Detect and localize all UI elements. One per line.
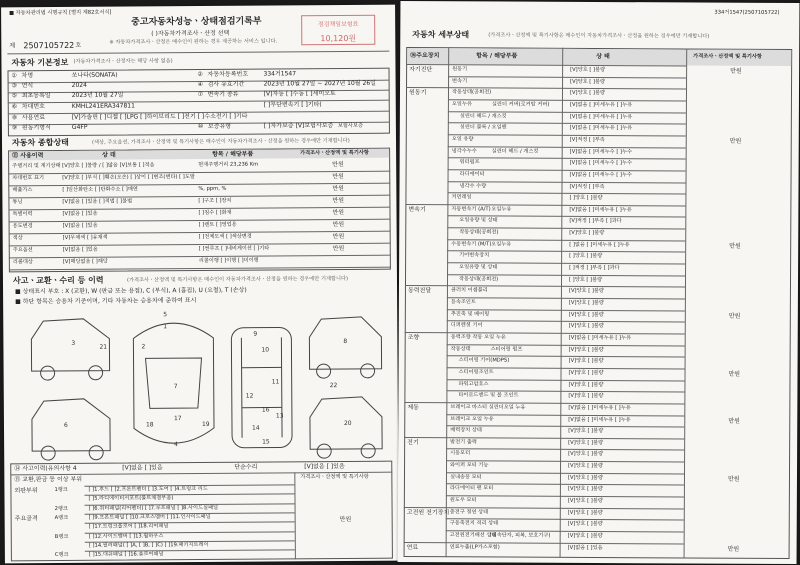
basic-row-value: [V]가솔린 [ ]디젤 [ ]LPG [ ]하이브리드 [ ]전기 [ ]수소전기 [ ]기타 (71, 112, 248, 121)
detail-row-item: 수동변속기 (M/T) (451, 240, 492, 248)
doc-no-label: 제 (9, 42, 16, 50)
basic-row-label: 차대번호 (21, 103, 45, 111)
basic-row-value-2: 2023년 10월 27일 ~ 2027년 10월 26일 (263, 79, 376, 88)
overall-row-item: [ ]침수 [ ]화재 (198, 209, 232, 217)
overall-heading: 자동차 종합상태 (11, 137, 69, 148)
detail-row-item: 충전구 절연 상태 (449, 508, 489, 516)
detail-price: 만원 (728, 417, 740, 425)
overall-row-price: 만원 (332, 244, 345, 253)
detail-row-part: 스티어링 펌프 (490, 346, 523, 353)
overall-row-label: 차대번호 표기 (12, 175, 44, 182)
detail-row-part: 오일유량 및 상태 (459, 264, 498, 271)
detail-row-status: [V]적정 [ ]부족 [ ]과다 (569, 218, 622, 225)
detail-row-status: [V]없음 [ ]미세누유 [ ]누유 (569, 113, 633, 120)
detail-row-part: (접속단자, 피복, 보호기구) (489, 532, 551, 539)
overall-row-label: 특별이력 (12, 211, 33, 218)
overall-row-status: [V]양호 [ ]부식 [ ]훼손(오손) [ ]상이 [ ]변조(변타) [ ]도말 (62, 174, 195, 181)
detail-row-status: [V]양호 [ ]불량 (567, 474, 603, 481)
detail-row-item: 오일누유 (451, 101, 472, 108)
detail-row-status: [V]없음 [ ]미세누유 [ ]누유 (569, 206, 632, 213)
basic-row-value-3: 보험사보증 (337, 122, 363, 130)
detail-row-item: 브레이크 오일 누유 (450, 415, 494, 422)
detail-row-item: 냉각수누수 (451, 147, 477, 154)
detail-row-status: [V]양호 [ ]불량 (568, 462, 604, 470)
overall-row-status: [V]없음 [ ]있음 (62, 246, 98, 253)
accident-note: (가격조사ㆍ산정액 및 특기사항은 매수인이 자동차가격조사ㆍ산정을 원하는 경우에만 기재합니다) (126, 275, 349, 284)
detail-row-part: 실린더 헤드 / 개스킷 (459, 112, 507, 120)
detail-row-item: 디퍼렌셜 기어 (450, 322, 483, 329)
overall-row-status: [V]해당없음 [ ]해당 (62, 258, 108, 265)
doc-no-suffix: 호 (75, 41, 82, 49)
detail-row-part: 기어변속장치 (459, 252, 490, 259)
diagram-part-number: 9 (253, 330, 258, 338)
detail-row-status: [V]양호 [ ]불량 (567, 486, 603, 493)
basic-row-label: 차명 (21, 72, 34, 80)
subtitle-note: ※ 자동차가격조사ㆍ산정은 매수인이 원하는 경우 제공하는 서비스 입니다. (109, 38, 278, 46)
accident-history-label: ⑭ 사고이력(유의사항 4 (14, 464, 77, 473)
diagram-part-number: 12 (245, 392, 254, 400)
overall-row-item: [ ]렌트 [ ]영업용 (198, 221, 237, 229)
exchange-group: 외판부위 (14, 487, 38, 495)
basic-row-number-2: ④ (197, 80, 204, 89)
detail-row-status: [V]적정 [ ]부족 (569, 183, 605, 190)
detail-row-group: 조향 (407, 333, 420, 341)
detail-row-status: [V]양호 [ ]불량 (568, 451, 604, 458)
detail-row-status: [V]없음 [ ]미세누유 [ ]누유 (569, 125, 633, 132)
overall-row-status: [V]없음 [ ]있음 [ ]적법 [ ]불법 (62, 198, 133, 205)
detail-row-status: [V]양호 [ ]불량 (568, 323, 604, 330)
overall-row-item: 현재주행거리 23,236 Km (198, 161, 259, 169)
overall-row-price: 만원 (332, 208, 345, 217)
detail-row-item: 연료누출(LP가스포함) (449, 543, 500, 551)
detail-row-group: 자기진단 (409, 66, 433, 74)
detail-row-part: 작동상태(공회전) (459, 229, 499, 236)
basic-row-label: 원동기형식 (21, 124, 51, 132)
diagram-part-number: 4 (174, 441, 178, 449)
simple-repair-label: 단순수리 (234, 463, 258, 471)
detail-row-status: [ ]없음 [ ]미세누유 [ ]누유 (569, 241, 630, 248)
overall-row-status: [V]무채색 [ ]유채색 (62, 234, 108, 241)
basic-row-label-2: 보증유형 (207, 122, 232, 130)
law-reference: ■ 자동차관리법 시행규칙 [별지 제82호서식] (9, 9, 112, 17)
exchange-items: [ ]6.쿼터패널(리어펜더) [ ]7.루프패널 [ ]8.사이드실패널 (88, 504, 219, 512)
diagram-part-number: 15 (262, 438, 270, 446)
detail-row-group: 원동기 (408, 89, 427, 97)
basic-row-number: ⑧ (11, 114, 18, 122)
detail-row-status: [V]없음 [ ]미세누수 [ ]누수 (569, 148, 633, 155)
detail-row-part: 오일누유 (491, 206, 512, 213)
inspection-record-page-2: 334거1547(2507105722) 자동차 세부상태 (가격조사ㆍ산정액 및 특기사항은 매수인이 자동차가격조사ㆍ산정을 원하는 경우에만 기재합니다) ⑯주요장치 항목 / 해당부품 상 태 가격조사ㆍ산정액 및 특기사항 자기진단 원동기 [V]양호 [ ]불량 변속기 [V]양호 [ ]불량 원동기 작동상태(공회전) [V]양호 [ ]불량 오일누유 실린더 커버(로커암 커버) [V]없음 [ ]미세누유 [ ]누유 실린더 헤드 / 개스킷 [V]없음 [ ]미세누유 [ ]누유 실린더 블록 / 오일팬 [V]없음 [ ]미세누유 [ ]누유 오일 유량 [V]적정 [ ]부족 냉각수누수 실린더 헤드 / 개스킷 [V]없음 [ ]미세누수 [ ]누수 워터펌프 [V]없음 [ ]미세누수 [ ]누수 라디에이터 [V]없음 [ ]미세누수 [ ]누수 냉각수 수량 [V]적정 [ ]부족 커먼레일 [ ]양호 [ ]불량 변속기 자동변속기 (A/T) 오일누유 [V]없음 [ ]미세누유 [ ]누유 오일유량 및 상태 [V]적정 [ ]부족 [ ]과다 작동상태(공회전) [V]양호 [ ]불량 수동변속기 (M/T) 오일누유 [ ]없음 [ ]미세누유 [ ]누유 기어변속장치 [ ]양호 [ ]불량 오일유량 및 상태 [ ]적정 [ ]부족 [ ]과다 작동상태(공회전) [ ]양호 [ ]불량 동력전달 클러치 어셈블리 [V]양호 [ ]불량 등속조인트 [V]양호 [ ]불량 추진축 및 베어링 [V]양호 [ ]불량 디퍼렌셜 기어 [V]양호 [ ]불량 조향 동력조향 작동 오일 누유 [V]없음 [ ]미세누유 [ ]누유 작동상태 스티어링 펌프 [V]양호 [ ]불량 스티어링 기어(MDPS) [V]양호 [ ]불량 스티어링조인트 [V]양호 [ ]불량 파워고압호스 [V]양호 [ ]불량 타이로드엔드 및 볼 조인트 [V]양호 [ ]불량 제동 브레이크 마스터 실린더오일 누유 [V]없음 [ ]미세누유 [ ]누유 브레이크 오일 누유 [V]없음 [ ]미세누유 [ ]누유 배력장치 상태 [V]양호 [ ]불량 전기 발전기 출력 [V]양호 [ ]불량 시동모터 [V]양호 [ ]불량 와이퍼 모터 기능 [V]양호 [ ]불량 실내송풍 모터 [V]양호 [ ]불량 라디에이터 팬 모터 [V]양호 [ ]불량 윈도우 모터 [V]양호 [ ]불량 고전원 전기장치 충전구 절연 상태 [V]양호 [ ]불량 구동축전지 격리 상태 [V]양호 [ ]불량 고전원전기배선 상태 (접속단자, 피복, 보호기구) [V]양호 [ ]불량 연료 연료누출(LP가스포함) [V]없음 [ ]있음 만원 만원 만원 만원 만원 만원 만원 만원 (398, 1, 800, 564)
exchange-group: 주요골격 (14, 515, 38, 523)
overall-row-price: 만원 (332, 172, 344, 181)
detail-row-part: 워터펌프 (459, 159, 480, 166)
accident-heading: 사고ㆍ교환ㆍ수리 등 이력 (12, 275, 104, 286)
overall-row-label: 배출가스 (12, 187, 33, 194)
corner-id: 334거1547(2507105722) (714, 9, 780, 16)
exchange-items: [ ]17.트렁크플로어 [ ]18.리어패널 (88, 523, 169, 530)
overall-row-status: [V]없음 [ ]있음 (62, 222, 98, 229)
diagram-part-number: 16 (261, 406, 270, 414)
exchange-items: [ ]5.라디에이터서포트(볼트체결부품) (88, 495, 174, 503)
detail-row-item: 작동상태 (450, 345, 471, 352)
basic-row-value: G4FP (71, 123, 88, 131)
diagram-part-number: 5 (163, 311, 168, 319)
detail-row-status: [V]양호 [ ]불량 (570, 78, 606, 85)
diagram-part-number: 11 (271, 378, 280, 386)
detail-row-item: 배력장치 상태 (450, 427, 482, 434)
basic-row-value: KMHL241ERA347811 (71, 102, 135, 110)
diagram-part-number: 17 (173, 415, 182, 423)
overall-row-status: [ ]일산화탄소 [ ]탄화수소 [ ]매연 (62, 186, 138, 193)
detail-row-group: 연료 (406, 543, 419, 551)
detail-row-part: 실린더 블록 / 오일팬 (459, 124, 507, 131)
diagram-part-number: 13 (275, 412, 284, 420)
detail-row-item: 오일 유량 (451, 136, 474, 143)
detail-row-status: [V]양호 [ ]불량 (567, 497, 603, 505)
basic-row-label-2: 변속기 종류 (207, 90, 239, 98)
overall-row-price: 만원 (332, 232, 345, 241)
detail-row-item: 브레이크 마스터 실린더오일 누유 (450, 404, 526, 411)
basic-row-label-2: 자동차등록번호 (207, 70, 249, 78)
detail-price: 만원 (729, 137, 742, 145)
detail-row-item: 와이퍼 모터 기능 (450, 462, 489, 469)
diagram-part-number: 2 (141, 343, 146, 351)
detail-row-item: 변속기 (452, 77, 468, 84)
detail-row-item: 등속조인트 (450, 299, 476, 306)
diagram-part-number: 22 (329, 382, 338, 390)
detail-price: 만원 (728, 312, 741, 320)
detail-row-status: [V]없음 [ ]미세누유 [ ]누유 (568, 334, 632, 342)
overall-row-item: [ ]구조 [ ]장치 (198, 197, 232, 205)
overall-row-label: 용도변경 (12, 223, 33, 230)
exchange-items: [ ]14.필러패널( [ ]A, [ ]B, [ ]C) [ ]19.패키지트레이 (88, 541, 209, 549)
diagram-part-number: 1 (163, 323, 168, 331)
exchange-items: [ ]12.사이드멤버 [ ]13.휠하우스 (88, 532, 164, 540)
detail-price: 만원 (729, 242, 741, 250)
exchange-items: [ ]1.후드 [ ]2.프론트펜더 [ ]3.도어 [ ]4.트렁크 리드 (88, 485, 208, 493)
detail-row-part: 파워고압호스 (458, 380, 489, 387)
basic-row-number: ⑥ (11, 103, 18, 111)
overall-row-status: [V]양호 [ ]불량 / [ ]많음 [V]보통 [ ]적음 (62, 162, 155, 169)
detail-price: 만원 (727, 545, 740, 553)
detail-row-group: 동력전달 (407, 287, 432, 295)
detail-row-item: 실내송풍 모터 (449, 473, 482, 481)
detail-row-status: [V]양호 [ ]불량 (570, 66, 606, 74)
overall-row-item: [ ]전체도색 [ ]색상변경 (198, 233, 252, 241)
detail-row-part: 타이로드엔드 및 볼 조인트 (458, 392, 519, 399)
basic-row-label: 연식 (21, 82, 34, 90)
basic-info-note: (자동차가격조사ㆍ산정자는 해당 사항 없음) (73, 58, 173, 65)
detail-row-status: [V]양호 [ ]불량 (568, 346, 604, 353)
basic-row-number-2: ⑦ (197, 90, 204, 99)
detail-row-item: 구동축전지 격리 상태 (449, 520, 499, 527)
detail-row-item: 작동상태(공회전) (451, 89, 492, 96)
detail-row-status: [V]없음 [ ]미세누수 [ ]누수 (569, 160, 633, 167)
detail-row-status: [V]양호 [ ]불량 (568, 381, 604, 388)
exchange-rank: 2랭크 (54, 505, 68, 512)
diagram-part-number: 7 (173, 383, 178, 391)
exchange-items: [ ]9.프론트패널 [ ]10.크로스멤버 [ ]11.인사이드패널 (88, 513, 211, 521)
detail-row-part: 오일누유 (491, 241, 512, 248)
car-diagram (13, 307, 390, 462)
detail-row-status: [V]양호 [ ]불량 (567, 509, 603, 516)
detail-row-status: [V]양호 [ ]불량 (568, 311, 604, 318)
diagram-part-number: 14 (251, 424, 260, 432)
overall-row-price: 만원 (332, 196, 345, 205)
detail-row-item: 클러치 어셈블리 (450, 287, 488, 294)
detail-row-part: 냉각수 수량 (459, 182, 487, 189)
detail-row-item: 윈도우 모터 (449, 497, 477, 504)
detail-row-status: [V]양호 [ ]불량 (568, 427, 604, 435)
detail-row-group: 전기 (407, 438, 419, 446)
overall-row-label: 주요옵션 (12, 247, 33, 254)
exchange-rank: B랭크 (54, 533, 69, 540)
detail-row-status: [V]양호 [ ]불량 (568, 393, 604, 400)
detail-price: 만원 (730, 67, 742, 75)
detail-row-group: 고전원 전기장치 (406, 508, 450, 516)
detail-row-part: 작동상태(공회전) (459, 275, 499, 283)
exchange-label: ⑮ 교환,판금 등 이상 부위 (14, 475, 83, 484)
status-legend: ■ 상태표시 부호 : X (교환), W (판금 또는 용접), C (부식), A (흠집), U (요철), T (손상) (15, 286, 247, 296)
detail-row-status: [V]양호 [ ]불량 (568, 439, 604, 446)
detail-row-status: [V]양호 [ ]불량 (568, 299, 604, 307)
form-subtitle: ( )자동차가격조사ㆍ산정 선택 (151, 29, 230, 38)
detail-note: (가격조사ㆍ산정액 및 특기사항은 매수인이 자동차가격조사ㆍ산정을 원하는 경우에만 기재합니다) (488, 32, 710, 40)
basic-row-number: ③ (11, 82, 18, 90)
detail-row-status: [V]없음 [ ]미세누유 [ ]누유 (568, 416, 631, 423)
exchange-rank: C랭크 (54, 552, 69, 559)
detail-row-status: [V]없음 [ ]미세누수 [ ]누수 (569, 171, 632, 179)
detail-row-status: [V]양호 [ ]불량 (568, 369, 604, 376)
exchange-rank: 1랭크 (54, 486, 68, 494)
basic-row-label: 사용연료 (21, 114, 46, 122)
detail-row-status: [ ]양호 [ ]불량 (569, 253, 603, 260)
detail-row-status: [V]양호 [ ]불량 (569, 229, 605, 237)
diagram-part-number: 19 (201, 420, 210, 428)
inspection-record-page-1: ■ 자동차관리법 시행규칙 [별지 제82호서식] 중고자동차성능ㆍ상태점검기록부 ( )자동차가격조사ㆍ산정 선택 ※ 자동차가격조사ㆍ산정은 매수인이 원하는 경우 제공하는 서비스 입니다. 점검책임보험료 10,120원 제 2507105722 호 자동차 기본정보 (자동차가격조사ㆍ산정자는 해당 사항 없음) 자동차 종합상태 (색상, 주요옵션, 가격조사ㆍ산정액 및 특기사항은 매수인이 자동차가격조사ㆍ산정을 원하는 경우에만 기재합니다) ⑪ 사용이력 상 태 항목 / 해당부품 가격조사ㆍ산정액 및 특기사항 사고ㆍ교환ㆍ수리 등 이력 (가격조사ㆍ산정액 및 특기사항은 매수인이 자동차가격조사ㆍ산정을 원하는 경우에만 기재합니다) ■ 상태표시 부호 : X (교환), W (판금 또는 용접), C (부식), A (흠집), U (요철), T (손상) ■ 하단 항목은 승용차 기준이며, 기타 자동차는 승용차에 준하여 표시 1 2 3 4 5 6 7 8 9 10 11 12 13 14 15 16 17 18 19 20 21 22 ⑭ 사고이력(유의사항 4 [V]없음 [ ]있음 단순수리 [V]없음 [ ]있음 ⑮ 교환,판금 등 이상 부위 가격조사ㆍ산정액 및 특기사항 만원 ① 차명 쏘나타(SONATA) ② 자동차등록번호 334거1547 ③ 연식 2024 ④ 검사 유효기간 2023년 10월 27일 ~ 2027년 10월 26일 ⑤ 최초등록일 2023년 10월 27일 ⑦ 변속기 종류 [V]자동 [ ]수동 [ ]세미오토 ⑥ 차대번호 KMHL241ERA347811 [ ]무단변속기 [ ]기타( ⑧ 사용연료 [V]가솔린 [ ]디젤 [ ]LPG [ ]하이브리드 [ ]전기 [ ]수소전기 [ ]기타 ⑨ 원동기형식 G4FP ⑩ 보증유형 [ ]자가보증 [V]보험사보증 보험사보증 주행거리 및 계기상태 [V]양호 [ ]불량 / [ ]많음 [V]보통 [ ]적음 현재주행거리 23,236 Km 만원 차대번호 표기 [V]양호 [ ]부식 [ ]훼손(오손) [ ]상이 [ ]변조(변타) [ ]도말 만원 배출가스 [ ]일산화탄소 [ ]탄화수소 [ ]매연 %, ppm, % 만원 튜닝 [V]없음 [ ]있음 [ ]적법 [ ]불법 [ ]구조 [ ]장치 만원 특별이력 [V]없음 [ ]있음 [ ]침수 [ ]화재 만원 용도변경 [V]없음 [ ]있음 [ ]렌트 [ ]영업용 만원 색상 [V]무채색 [ ]유채색 [ ]전체도색 [ ]색상변경 만원 주요옵션 [V]없음 [ ]있음 [ ]썬루프 [ ]네비게이션 [ ]기타 만원 리콜대상 [V]해당없음 [ ]해당 리콜이행 [ ]이행 [ ]미이행 외판부위 1랭크 [ ]1.후드 [ ]2.프론트펜더 [ ]3.도어 [ ]4.트렁크 리드 [ ]5.라디에이터서포트(볼트체결부품) 2랭크 [ ]6.쿼터패널(리어펜더) [ ]7.루프패널 [ ]8.사이드실패널 주요골격 A랭크 [ ]9.프론트패널 [ ]10.크로스멤버 [ ]11.인사이드패널 [ ]17.트렁크플로어 [ ]18.리어패널 B랭크 [ ]12.사이드멤버 [ ]13.휠하우스 [ ]14.필러패널( [ ]A, [ ]B, [ ]C) [ ]19.패키지트레이 C랭크 [ ]15.대쉬패널 [ ]16.플로어패널 (1, 5, 399, 564)
basic-row-value-2: [ ]자가보증 [V]보험사보증 (263, 122, 334, 130)
detail-row-status: [ ]적정 [ ]부족 [ ]과다 (569, 264, 620, 272)
detail-price: 만원 (727, 475, 740, 483)
detail-row-part: 오일유량 및 상태 (459, 217, 498, 224)
detail-row-status: [V]양호 [ ]불량 (568, 288, 604, 295)
detail-price: 만원 (728, 370, 741, 378)
basic-row-value-2: [V]자동 [ ]수동 [ ]세미오토 (263, 90, 336, 98)
overall-row-item: [ ]썬루프 [ ]네비게이션 [ ]기타 (198, 245, 270, 253)
overall-note: (색상, 주요옵션, 가격조사ㆍ산정액 및 특기사항은 매수인이 자동차가격조사ㆍ산정을 원하는 경우에만 기재합니다) (91, 137, 350, 146)
overall-row-label: 색상 (12, 235, 23, 242)
detail-row-status: [V]없음 [ ]미세누유 [ ]누유 (569, 101, 633, 109)
detail-row-group: 제동 (407, 403, 419, 411)
detail-row-item: 라디에이터 팬 모터 (449, 485, 494, 492)
detail-row-part: 라디에이터 (459, 171, 485, 178)
basic-row-label: 최초등록일 (21, 92, 51, 100)
detail-row-status: [V]적정 [ ]부족 (569, 136, 605, 143)
detail-row-part: 스티어링 기어(MDPS) (458, 357, 510, 364)
diagram-part-number: 21 (99, 343, 108, 351)
basic-row-value-2: 334거1547 (263, 70, 297, 78)
detail-row-group: 변속기 (408, 205, 426, 213)
overall-row-label: 주행거리 및 계기상태 (12, 162, 61, 170)
exchange-rank: A랭크 (54, 514, 69, 521)
diagram-part-number: 8 (343, 337, 348, 346)
overall-row-price: 만원 (332, 160, 344, 169)
detail-row-status: [V]없음 [ ]있음 (567, 544, 603, 551)
overall-row-label: 리콜대상 (12, 259, 33, 266)
overall-row-item: %, ppm, % (198, 185, 227, 193)
basic-row-value: 2023년 10월 27일 (71, 91, 124, 99)
detail-row-item: 동력조향 작동 오일 누유 (450, 334, 506, 341)
overall-row-status: [V]없음 [ ]있음 (62, 210, 98, 217)
detail-row-status: [V]양호 [ ]불량 (568, 358, 604, 365)
basic-row-number: ① (11, 72, 17, 80)
detail-row-status: [V]양호 [ ]불량 (569, 90, 606, 97)
basic-row-number-2: ② (197, 70, 203, 79)
exchange-price: 만원 (339, 515, 352, 524)
detail-row-status: [V]양호 [ ]불량 (567, 521, 603, 528)
diagram-part-number: 20 (343, 419, 352, 427)
detail-row-item: 발전기 출력 (450, 439, 477, 446)
simple-repair-value: [V]없음 [ ]있음 (304, 462, 345, 471)
basic-row-number: ⑤ (11, 92, 18, 100)
detail-row-item: 자동변속기 (A/T) (451, 206, 491, 213)
detail-row-status: [ ]양호 [ ]불량 (568, 276, 603, 283)
diagram-part-number: 3 (71, 339, 76, 347)
detail-row-item: 커먼레일 (451, 194, 472, 201)
doc-number: 2507105722 (23, 40, 75, 51)
basic-row-value-2: [ ]무단변속기 [ ]기타( (263, 101, 322, 109)
detail-row-part: 스티어링조인트 (458, 369, 494, 376)
overall-row-item: 리콜이행 [ ]이행 [ ]미이행 (198, 257, 259, 265)
diagram-part-number: 10 (261, 346, 270, 354)
detail-row-status: [V]양호 [ ]불량 (567, 532, 603, 540)
exchange-items: [ ]15.대쉬패널 [ ]16.플로어패널 (88, 551, 164, 558)
detail-row-status: [ ]양호 [ ]불량 (569, 194, 603, 202)
detail-row-item: 고전원전기배선 상태 (449, 532, 497, 539)
insurance-stamp: 점검책임보험료 10,120원 (301, 15, 375, 46)
overall-row-label: 튜닝 (12, 199, 23, 206)
detail-row-item: 추진축 및 베어링 (450, 310, 490, 318)
exchange-price-col: 가격조사ㆍ산정액 및 특기사항 (300, 473, 369, 481)
form-title: 중고자동차성능ㆍ상태점검기록부 (131, 16, 262, 28)
detail-row-item: 원동기 (452, 66, 468, 73)
basic-row-value: 쏘나타(SONATA) (71, 71, 118, 79)
basic-row-number-2: ⑩ (197, 122, 204, 131)
detail-row-status: [V]없음 [ ]미세누유 [ ]누유 (568, 404, 631, 412)
basic-row-label-2: 검사 유효기간 (207, 80, 245, 88)
accident-history-value: [V]없음 [ ]있음 (122, 464, 163, 472)
status-legend-2: ■ 하단 항목은 승용차 기준이며, 기타 자동차는 승용차에 준하여 표시 (15, 297, 197, 306)
overall-row-price: 만원 (332, 220, 345, 229)
basic-row-value: 2024 (71, 81, 87, 89)
detail-row-item: 시동모터 (450, 450, 471, 457)
detail-row-part: 실린더 헤드 / 개스킷 (491, 147, 539, 155)
basic-row-number: ⑨ (11, 124, 18, 132)
diagram-part-number: 18 (145, 421, 154, 429)
basic-info-heading: 자동차 기본정보 (11, 57, 69, 68)
diagram-part-number: 6 (63, 421, 68, 429)
detail-heading: 자동차 세부상태 (412, 30, 470, 40)
detail-row-part: 실린더 커버(로커암 커버) (491, 101, 550, 108)
overall-row-price: 만원 (332, 184, 344, 193)
